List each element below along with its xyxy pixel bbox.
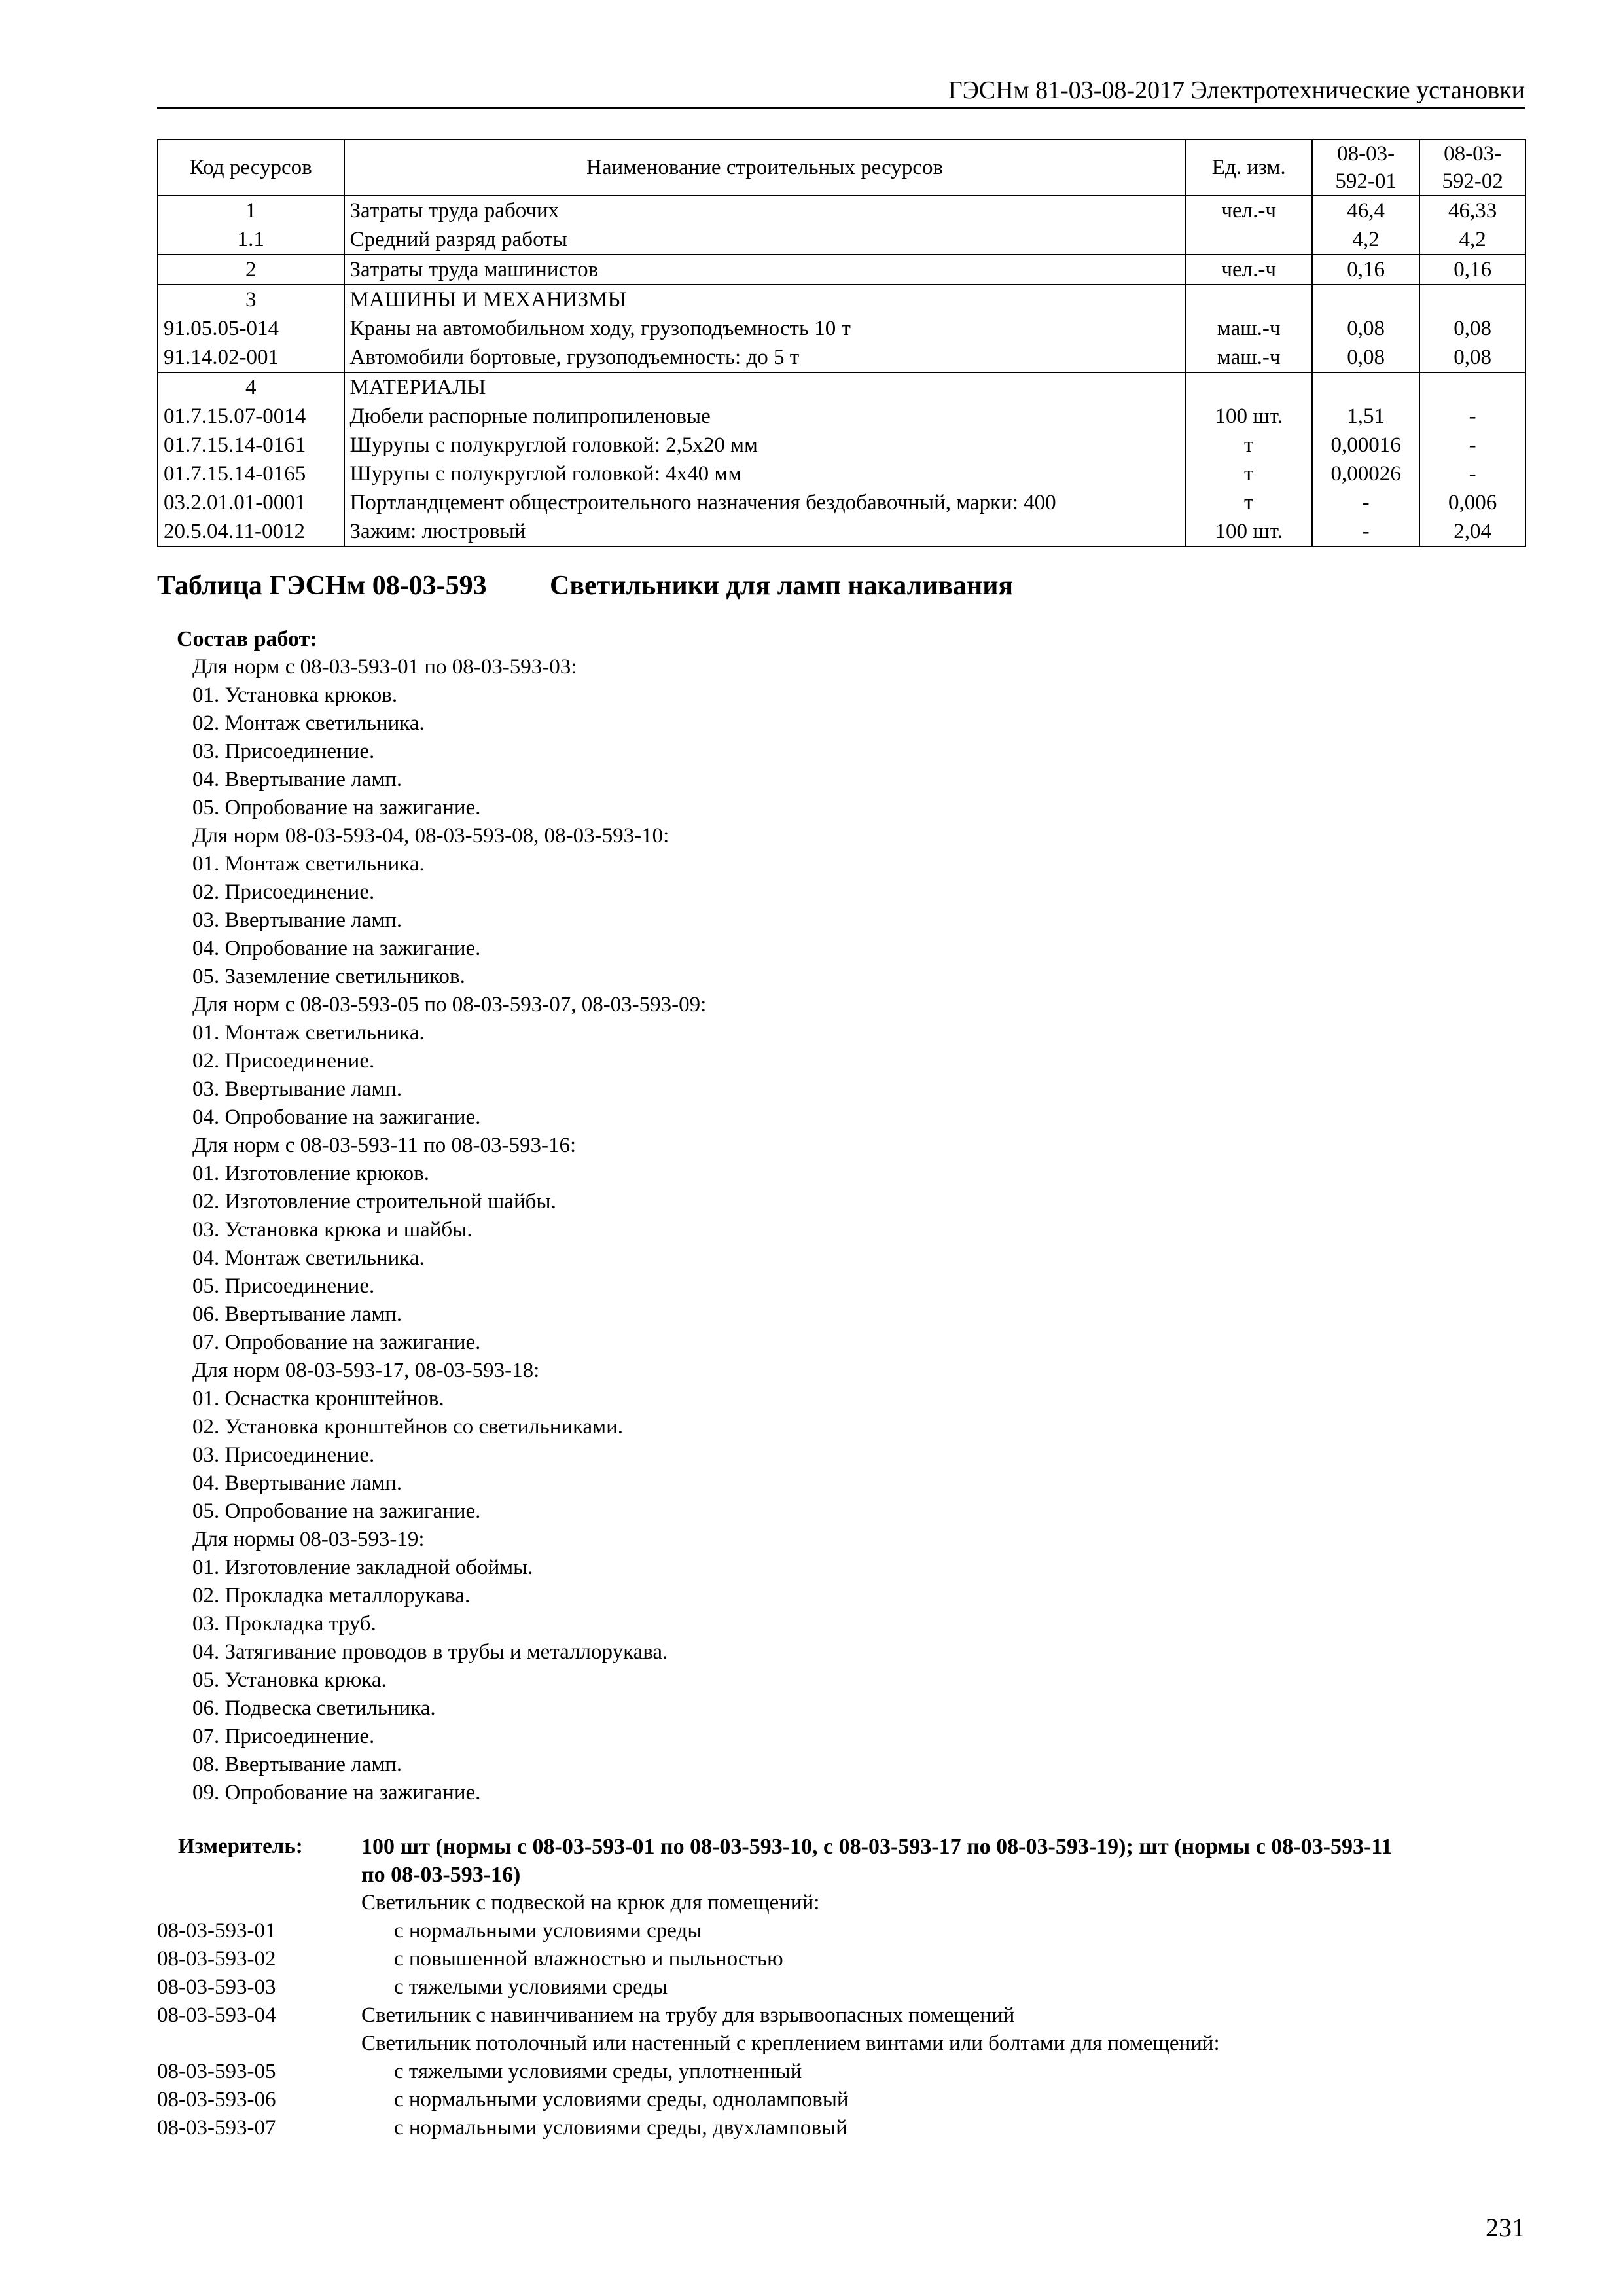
work-line: 04. Ввертывание ламп.	[192, 768, 402, 791]
row-unit	[1186, 372, 1312, 402]
table-header-row	[158, 139, 1525, 196]
norm-text: с нормальными условиями среды, одноламповый	[394, 2088, 849, 2111]
table-row	[158, 196, 1525, 225]
measure-label: Измеритель:	[178, 1835, 303, 1858]
norm-row	[157, 2001, 1531, 2030]
row-name: Автомобили бортовые, грузоподъемность: до 5 т	[344, 343, 1186, 372]
row-name: Затраты труда рабочих	[344, 196, 1186, 225]
work-line: 03. Присоединение.	[192, 740, 375, 763]
table-row	[158, 285, 1525, 314]
col4-line1: 08-03-	[1337, 142, 1395, 166]
norm-code: 08-03-593-01	[157, 1919, 276, 1943]
table-row	[158, 372, 1525, 402]
work-line: 08. Ввертывание ламп.	[192, 1753, 402, 1776]
section-number: Таблица ГЭСНм 08-03-593	[157, 571, 487, 601]
col-header-name: Наименование строительных ресурсов	[344, 139, 1186, 196]
row-unit: чел.-ч	[1186, 196, 1312, 225]
row-name: Портландцемент общестроительного назначения бездобавочный, марки: 400	[344, 488, 1186, 517]
table-row	[158, 459, 1525, 488]
work-line: 05. Опробование на зажигание.	[192, 796, 481, 819]
norm-text: с нормальными условиями среды	[394, 1919, 702, 1943]
row-name: МАТЕРИАЛЫ	[344, 372, 1186, 402]
section-title: Светильники для ламп накаливания	[550, 571, 1014, 601]
work-line: 06. Подвеска светильника.	[192, 1696, 436, 1720]
row-code: 01.7.15.14-0161	[158, 431, 344, 459]
work-line: Для норм с 08-03-593-05 по 08-03-593-07, 08-03-593-09:	[192, 993, 707, 1016]
norm-text: с нормальными условиями среды, двухламповый	[394, 2116, 847, 2140]
work-line: 05. Присоединение.	[192, 1274, 375, 1298]
work-line: Для норм 08-03-593-04, 08-03-593-08, 08-03-593-10:	[192, 824, 669, 848]
col-header-592-02	[1419, 139, 1525, 196]
row-value-01: -	[1312, 488, 1419, 517]
work-line: Для норм с 08-03-593-11 по 08-03-593-16:	[192, 1134, 577, 1157]
norm-text: с повышенной влажностью и пыльностью	[394, 1947, 783, 1971]
work-line: 07. Присоединение.	[192, 1725, 375, 1748]
running-header	[157, 73, 1525, 109]
row-unit	[1186, 225, 1312, 255]
row-name: Шурупы с полукруглой головкой: 2,5х20 мм	[344, 431, 1186, 459]
measure-unit-line2: по 08-03-593-16)	[361, 1863, 521, 1887]
work-line: 04. Опробование на зажигание.	[192, 1105, 481, 1129]
work-line: 04. Монтаж светильника.	[192, 1246, 425, 1270]
row-value-02: -	[1419, 459, 1525, 488]
row-value-01: 0,08	[1312, 314, 1419, 343]
norm-row	[157, 2086, 1531, 2114]
norm-text: Светильник с подвеской на крюк для помещений:	[361, 1891, 820, 1914]
row-value-02: 0,16	[1419, 255, 1525, 285]
row-value-02: 4,2	[1419, 225, 1525, 255]
row-value-02: 0,006	[1419, 488, 1525, 517]
row-value-02: 0,08	[1419, 314, 1525, 343]
work-line: 04. Ввертывание ламп.	[192, 1471, 402, 1495]
table-row	[158, 225, 1525, 255]
norm-text: Светильник с навинчиванием на трубу для взрывоопасных помещений	[361, 2003, 1015, 2027]
work-line: Для норм с 08-03-593-01 по 08-03-593-03:	[192, 655, 577, 679]
measure-unit-line1: 100 шт (нормы с 08-03-593-01 по 08-03-593-10, с 08-03-593-17 по 08-03-593-19); шт (нормы с 08-03-593-11	[361, 1835, 1393, 1859]
col5-line1: 08-03-	[1444, 142, 1502, 166]
header-title: ГЭСНм 81-03-08-2017 Электротехнические установки	[948, 77, 1525, 104]
work-line: 07. Опробование на зажигание.	[192, 1331, 481, 1354]
row-unit: т	[1186, 431, 1312, 459]
work-line: 05. Опробование на зажигание.	[192, 1499, 481, 1523]
row-unit	[1186, 285, 1312, 314]
work-line: 02. Присоединение.	[192, 880, 375, 904]
table-row	[158, 314, 1525, 343]
col-header-592-01	[1312, 139, 1419, 196]
row-value-02	[1419, 285, 1525, 314]
norm-code: 08-03-593-06	[157, 2088, 276, 2111]
norm-text: с тяжелыми условиями среды, уплотненный	[394, 2060, 802, 2083]
row-value-01	[1312, 285, 1419, 314]
row-code: 03.2.01.01-0001	[158, 488, 344, 517]
row-code: 3	[158, 285, 344, 314]
norm-row	[157, 2114, 1531, 2142]
work-line: 01. Установка крюков.	[192, 683, 398, 707]
row-code: 01.7.15.07-0014	[158, 402, 344, 431]
row-value-01	[1312, 372, 1419, 402]
row-value-01: 0,00026	[1312, 459, 1419, 488]
row-unit: чел.-ч	[1186, 255, 1312, 285]
table-row	[158, 255, 1525, 285]
norm-code: 08-03-593-05	[157, 2060, 276, 2083]
norm-text: с тяжелыми условиями среды	[394, 1975, 668, 1999]
work-line: 03. Присоединение.	[192, 1443, 375, 1467]
norm-row	[157, 2030, 1531, 2058]
table-row	[158, 343, 1525, 372]
table-row	[158, 517, 1525, 547]
resources-table	[157, 139, 1526, 547]
work-line: 04. Затягивание проводов в трубы и металлорукава.	[192, 1640, 668, 1664]
table-row	[158, 431, 1525, 459]
norm-text: Светильник потолочный или настенный с креплением винтами или болтами для помещений:	[361, 2032, 1220, 2055]
work-line: 01. Монтаж светильника.	[192, 1021, 425, 1045]
norm-row	[157, 1973, 1531, 2001]
col-header-code: Код ресурсов	[158, 139, 344, 196]
measure-unit-text	[361, 1833, 1531, 1889]
norm-row	[157, 1889, 1531, 1917]
work-composition	[177, 625, 1486, 1807]
norm-code: 08-03-593-02	[157, 1947, 276, 1971]
work-line: 01. Оснастка кронштейнов.	[192, 1387, 444, 1410]
norm-row	[157, 1945, 1531, 1973]
norm-row	[157, 2058, 1531, 2086]
work-line: 06. Ввертывание ламп.	[192, 1302, 402, 1326]
norm-row	[157, 1917, 1531, 1945]
row-value-01: -	[1312, 517, 1419, 547]
row-name: Средний разряд работы	[344, 225, 1186, 255]
col4-line2: 592-01	[1335, 170, 1397, 193]
work-line: 03. Прокладка труб.	[192, 1612, 376, 1636]
work-line: 01. Изготовление крюков.	[192, 1162, 429, 1185]
work-line: 05. Заземление светильников.	[192, 965, 465, 988]
row-value-01: 4,2	[1312, 225, 1419, 255]
norm-code: 08-03-593-04	[157, 2003, 276, 2027]
work-line: 01. Монтаж светильника.	[192, 852, 425, 876]
row-value-02: 0,08	[1419, 343, 1525, 372]
row-unit: маш.-ч	[1186, 314, 1312, 343]
row-code: 01.7.15.14-0165	[158, 459, 344, 488]
work-line: 03. Установка крюка и шайбы.	[192, 1218, 473, 1242]
norm-code	[157, 2030, 361, 2058]
table-row	[158, 402, 1525, 431]
page-number: 231	[1486, 2213, 1525, 2242]
row-unit: т	[1186, 488, 1312, 517]
table-row	[158, 488, 1525, 517]
work-line: Для нормы 08-03-593-19:	[192, 1528, 425, 1551]
work-line: 09. Опробование на зажигание.	[192, 1781, 481, 1804]
row-unit: 100 шт.	[1186, 402, 1312, 431]
col5-line2: 592-02	[1442, 170, 1503, 193]
row-unit: маш.-ч	[1186, 343, 1312, 372]
row-code: 20.5.04.11-0012	[158, 517, 344, 547]
row-code: 2	[158, 255, 344, 285]
row-name: Шурупы с полукруглой головкой: 4х40 мм	[344, 459, 1186, 488]
row-value-01: 0,16	[1312, 255, 1419, 285]
row-name: Затраты труда машинистов	[344, 255, 1186, 285]
work-line: 02. Изготовление строительной шайбы.	[192, 1190, 556, 1213]
row-name: Краны на автомобильном ходу, грузоподъемность 10 т	[344, 314, 1186, 343]
work-line: 05. Установка крюка.	[192, 1668, 387, 1692]
row-code: 1.1	[158, 225, 344, 255]
norm-code	[157, 1889, 361, 1917]
row-value-02: -	[1419, 431, 1525, 459]
row-value-02: 46,33	[1419, 196, 1525, 225]
row-value-01: 1,51	[1312, 402, 1419, 431]
work-line: 03. Ввертывание ламп.	[192, 1077, 402, 1101]
work-line: 02. Прокладка металлорукава.	[192, 1584, 471, 1607]
row-value-01: 0,00016	[1312, 431, 1419, 459]
work-line: 02. Установка кронштейнов со светильниками.	[192, 1415, 623, 1439]
row-unit: 100 шт.	[1186, 517, 1312, 547]
row-value-01: 46,4	[1312, 196, 1419, 225]
row-code: 4	[158, 372, 344, 402]
row-name: Зажим: люстровый	[344, 517, 1186, 547]
work-line: 02. Монтаж светильника.	[192, 711, 425, 735]
row-unit: т	[1186, 459, 1312, 488]
work-line: 03. Ввертывание ламп.	[192, 908, 402, 932]
row-value-01: 0,08	[1312, 343, 1419, 372]
row-value-02: -	[1419, 402, 1525, 431]
work-title: Состав работ:	[177, 627, 317, 651]
section-heading	[157, 568, 1013, 603]
work-line: 01. Изготовление закладной обоймы.	[192, 1556, 533, 1579]
norm-code: 08-03-593-07	[157, 2116, 276, 2140]
row-name: Дюбели распорные полипропиленовые	[344, 402, 1186, 431]
measure-section	[157, 1833, 1531, 2142]
row-code: 1	[158, 196, 344, 225]
row-value-02	[1419, 372, 1525, 402]
row-code: 91.14.02-001	[158, 343, 344, 372]
row-name: МАШИНЫ И МЕХАНИЗМЫ	[344, 285, 1186, 314]
measure-header-row	[157, 1833, 1531, 1889]
work-line: 04. Опробование на зажигание.	[192, 937, 481, 960]
work-line: 02. Присоединение.	[192, 1049, 375, 1073]
row-value-02: 2,04	[1419, 517, 1525, 547]
col-header-unit: Ед. изм.	[1186, 139, 1312, 196]
row-code: 91.05.05-014	[158, 314, 344, 343]
work-line: Для норм 08-03-593-17, 08-03-593-18:	[192, 1359, 540, 1382]
norm-code: 08-03-593-03	[157, 1975, 276, 1999]
